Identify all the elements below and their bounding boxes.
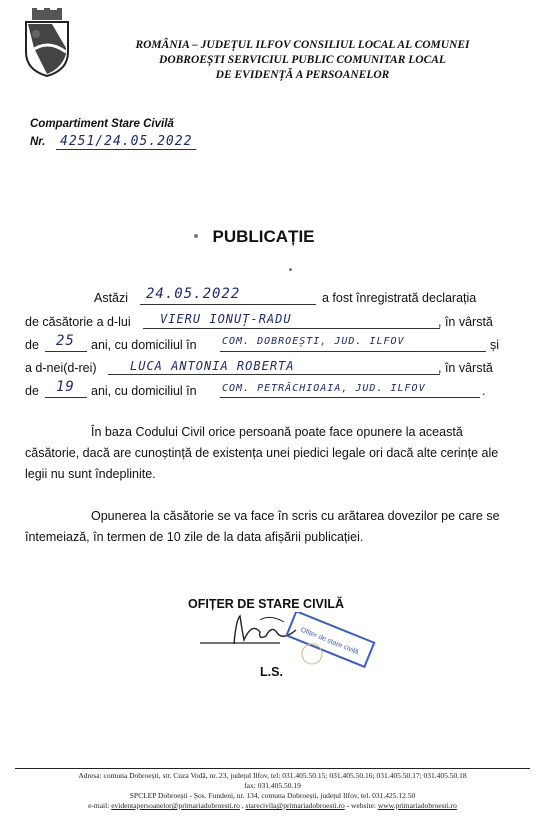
bride-age-underline (45, 397, 87, 398)
nr-value: 4251/24.05.2022 (60, 134, 193, 149)
astazi-label: Astăzi (94, 291, 129, 305)
groom-age: 25 (56, 333, 75, 349)
de-label: de (25, 338, 39, 352)
header-line-3: DE EVIDENȚĂ A PERSOANELOR (215, 69, 390, 81)
bride-name: LUCA ANTONIA ROBERTA (130, 359, 295, 373)
footer-contacts: e-mail: evidentapersoanelor@primariadobroesti.ro , starecivila@primariadobroesti.ro - website: www.primariadobroesti.ro (88, 801, 457, 810)
groom-address-underline (220, 351, 486, 352)
footer-spclep: SPCLEP Dobroești - Șos. Fundeni, nr. 134, comuna Dobroești, județul Ilfov, tel. 031.425.12.50 (129, 791, 416, 800)
bride-age-label: , în vârstă (438, 361, 493, 375)
dot-mark (289, 268, 292, 271)
groom-name: VIERU IONUȚ-RADU (160, 312, 292, 326)
footer-divider (15, 768, 530, 769)
website-link[interactable]: www.primariadobroesti.ro (377, 801, 457, 810)
ani-domiciliul-label: ani, cu domiciliul în (91, 338, 197, 352)
and-mrs-label: a d-nei(d-rei) (25, 361, 97, 375)
marriage-of-label: de căsătorie a d-lui (25, 315, 131, 329)
header-line-1: ROMÂNIA – JUDEȚUL ILFOV CONSILIUL LOCAL AL COMUNEI (135, 39, 470, 51)
date-underline (140, 304, 316, 305)
si-label: și (490, 338, 500, 352)
period: . (482, 384, 486, 398)
bride-address-underline (220, 397, 480, 398)
groom-address: COM. DOBROEȘTI, JUD. ILFOV (222, 336, 405, 347)
official-stamp (282, 612, 378, 668)
stamp-text: Ofițer de stare civilă (299, 626, 360, 657)
date-value: 24.05.2022 (146, 286, 241, 302)
bride-age: 19 (56, 379, 75, 395)
email-starecivila-link[interactable]: starecivila@primariadobroesti.ro (245, 801, 345, 810)
age-label: , în vârstă (438, 315, 493, 329)
bride-address: COM. PETRĂCHIOAIA, JUD. ILFOV (222, 383, 426, 394)
groom-age-underline (45, 351, 87, 352)
groom-name-underline (143, 328, 440, 329)
page-title: PUBLICAȚIE (212, 227, 315, 246)
institution-header (110, 38, 495, 83)
de-label: de (25, 384, 39, 398)
nr-underline (56, 149, 196, 150)
email-label: e-mail: (88, 801, 110, 810)
signature-title: OFIȚER DE STARE CIVILĂ (188, 597, 345, 611)
footer-fax: fax: 031.405.50.19 (244, 781, 301, 790)
paragraph-opposition-rights: În baza Codului Civil orice persoană poate face opunere la această căsătorie, dacă are cunoștință de existența unei piedici legale ori dacă alte cerințe ale legii nu sunt îndeplinite. (25, 425, 499, 481)
header-line-2: DOBROEȘTI SERVICIUL PUBLIC COMUNITAR LOCAL (159, 54, 446, 66)
coat-of-arms (22, 8, 72, 78)
footer-address: Adresa: comuna Dobroești, str. Cuza Vodă, nr. 23, județul Ilfov, tel: 031.405.50.15; 031.405.50.16; 031.405.50.17; 031.405.50.18 (78, 771, 467, 780)
nr-label: Nr. (30, 136, 46, 148)
registered-label: a fost înregistrată declarația (322, 291, 477, 305)
ani-domiciliul-label: ani, cu domiciliul în (91, 384, 197, 398)
paragraph-opposition-procedure: Opunerea la căsătorie se va face în scris cu arătarea dovezilor pe care se întemeiază, în termen de 10 zile de la data afișării publicației. (25, 509, 500, 544)
compartiment-label: Compartiment Stare Civilă (30, 118, 174, 130)
email-evidenta-link[interactable]: evidentapersoanelor@primariadobroesti.ro (111, 801, 240, 810)
ls-label: L.S. (260, 665, 283, 679)
website-label: website: (350, 801, 376, 810)
bride-name-underline (108, 374, 440, 375)
dot-mark (194, 234, 198, 238)
